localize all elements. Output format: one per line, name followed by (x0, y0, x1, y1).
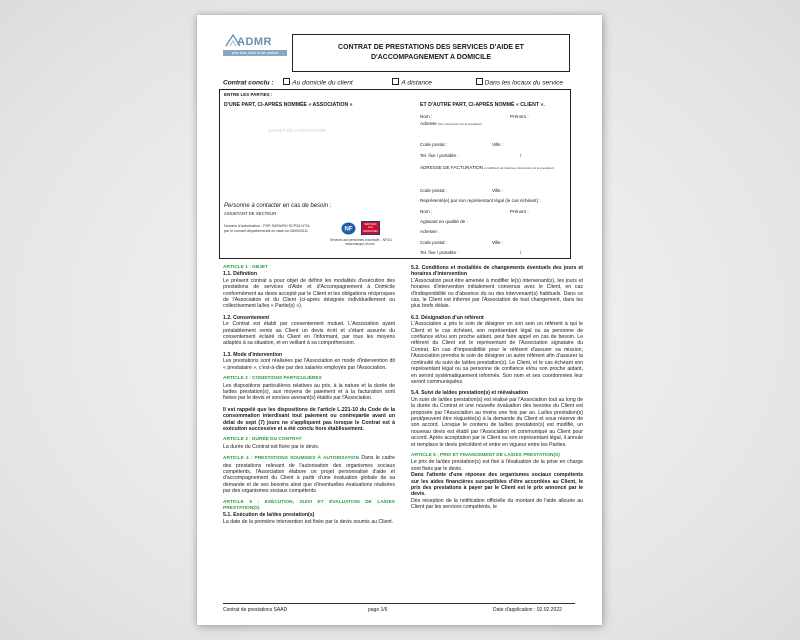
admr-logo (223, 33, 283, 59)
contract-title: CONTRAT DE PRESTATIONS DES SERVICES D'AIDE ET D'ACCOMPAGNEMENT A DOMICILE (292, 34, 570, 72)
section-1-2-title: 1.2. Consentement (223, 314, 270, 321)
client-address-text: Adresse (420, 121, 437, 126)
nf-certification-logo (341, 222, 356, 235)
services-quality-logo: SERVICES AUX PERSONNES (361, 221, 380, 235)
legal-notice: Il est rappelé que les dispositions de l'article L.221-10 du Code de la consommation interdisant tout paiement ou contrepartie avant un délai de sept (7) jours ne s'appliquent pas lorsque le Contrat est à exécution successive et a été conclu hors établissement. (223, 406, 395, 432)
authorization-info (224, 224, 310, 234)
page-footer (223, 603, 575, 613)
representative-quality-label: Agissant en qualité de : (420, 219, 468, 224)
section-5-1-title: 5.1. Exécution de la/des prestation(s) (223, 512, 315, 519)
option-distance: A distance (401, 79, 432, 87)
association-heading: D'UNE PART, CI-APRÈS NOMMÉE « ASSOCIATION » (224, 102, 353, 108)
checkbox-domicile[interactable] (283, 78, 290, 85)
billing-city-label: Ville : (492, 188, 504, 193)
footer-document-name: Contrat de prestations SAAD (223, 607, 288, 613)
logo-name: ADMR (237, 36, 272, 48)
representative-city-label: Ville : (492, 240, 504, 245)
section-1-3-text: Les prestations sont réalisées par l'Association en mode d'intervention dit « prestataire », c'est-à-dire par des salariés employés par l'Association. (223, 358, 395, 371)
section-1-1-title: 1.1. Définition (223, 271, 258, 278)
section-5-1-text: La date de la première intervention est fixée par le devis soumis au Client. (223, 518, 394, 525)
logo-slogan: pour tous, toute la vie, partout (223, 50, 287, 56)
client-address-note: (lieu d'exécution de la prestation) (438, 122, 483, 126)
option-locaux: Dans les locaux du service (484, 79, 564, 87)
section-1-3-title: 1.3. Mode d'intervention (223, 351, 283, 358)
contract-concluded-line (223, 78, 583, 87)
client-name-label: Nom : (420, 114, 433, 119)
checkbox-distance[interactable] (392, 78, 399, 85)
body-right-column (411, 265, 583, 511)
client-heading: ET D'AUTRE PART, CI-APRÈS NOMMÉ « CLIENT ». (420, 102, 545, 108)
client-phone-label: Tel. fixe / portable : (420, 153, 459, 158)
representative-firstname-label: Prénom : (510, 209, 529, 214)
representative-phone-label: Tel. fixe / portable : (420, 250, 459, 255)
article-6-bold-text: Dans l'attente d'une réponse des organismes sociaux compétents sur les aides financières susceptibles d'être accordées au Client, le prix des prestations à payer par le Client est le prix annoncé par le devis. (411, 472, 583, 498)
article-3-text: La durée du Contrat est fixée par le devis. (223, 443, 320, 450)
contact-person-role: ASSISTANT DE SECTEUR (224, 211, 277, 216)
article-2-text: Les dispositions particulières relatives au prix, à la nature et la durée de la/des prestation(s), aux moyens de paiement et à la facturation sont fixées par le devis et son/ses avenant(s) établis par l'Association. (223, 382, 395, 402)
article-2-title: ARTICLE 2 : CONDITIONS PARTICULIÈRES (223, 376, 322, 382)
section-1-1-text: Le présent contrat a pour objet de définir les modalités d'exécution des prestations de services d'Aide et d'Accompagnement à Domicile conformément au devis accepté par le Client et les obligations réciproques de l'Association et du Client (ci-après désignés individuellement ou collectivement la/les « Partie(s) »). (223, 277, 395, 310)
checkbox-locaux[interactable] (476, 78, 483, 85)
authorization-date: par le conseil départemental en date du 05/09/2011 (224, 229, 308, 233)
article-3-title: ARTICLE 3 : DURÉE DU CONTRAT (223, 437, 302, 443)
contract-concluded-label: Contrat conclu : (223, 79, 274, 87)
representative-postcode-label: Code postal : (420, 240, 448, 245)
nf-logo-text: NF (344, 226, 353, 233)
article-4-title: ARTICLE 4 : PRESTATIONS SOUMISES À AUTORISATION (223, 456, 360, 462)
footer-page-number: page 1/6 (368, 607, 388, 613)
article-6-text-continued: Dès réception de la notification officielle du montant de l'aide allouée au Client par les services compétents, le (411, 497, 583, 511)
article-6-text: Le prix de la/des prestation(s) est fixé à l'évaluation de la prise en charge sont fixés par le devis. (411, 459, 583, 472)
billing-postcode-label: Code postal : (420, 188, 448, 193)
article-4-text: Dans le cadre des prestations relevant de l'autorisation des organismes sociaux compétents, l'Association élabore un projet personnalisé d'aide et d'accompagnement du Client à partir d'une évaluation globale de sa demande et de ses besoins ainsi que d'éventuelles évaluations réalisées par des organismes sociaux compétents. (223, 455, 395, 495)
billing-address-text: ADRESSE DE FACTURATION (420, 165, 483, 170)
client-firstname-label: Prénom : (510, 114, 529, 119)
section-1-2-text: Le Contrat est établi par consentement mutuel. L'Association ayant préalablement remis au Client un devis écrit et s'étant assurée du consentement éclairé du Client en l'informant, par tous les moyens adaptés à sa situation, et en veillant à sa compréhension. (223, 321, 395, 347)
section-5-3-text: L'Association a pris le soin de désigner en son sein un référent à qui le Client et le cas échéant, son représentant légal ou sa personne de confiance et/ou son proche aidant, peut faire appel en cas de besoin. Le référent du Client est le représentant de l'Association signataire du Contrat. En cas d'impossibilité pour le référent d'assurer sa mission, l'Association prendra le soin de désigner un autre référent afin d'assurer la continuité du suivi de la/des prestation(s). Le Client, et le cas échéant son représentant légal ou sa personne de confiance et/ou son proche aidant, en seront systématiquement informés. Son nom et ses coordonnées leur seront communiquées. (411, 321, 583, 385)
representative-name-label: Nom : (420, 209, 433, 214)
representative-address-label: Adresse : (420, 229, 440, 234)
client-city-label: Ville : (492, 142, 504, 147)
article-6-title: ARTICLE 6 : PRIX ET FINANCEMENT DE LA/DES PRESTATION(S) (411, 452, 560, 458)
authorization-number: Numéro d'autorisation : PSP-SAPA/RH SCP26 N°26 (224, 224, 310, 228)
footer-application-date: Date d'application : 02.02.2022 (493, 607, 562, 613)
legal-representative-label: Représenté(e) par son représentant légal (le cas échéant) : (420, 198, 541, 203)
parties-box (219, 89, 571, 259)
representative-phone-separator: / (520, 250, 522, 255)
article-4-block (223, 455, 395, 494)
body-left-column (223, 265, 395, 530)
section-5-2-text: L'Association peut être amenée à modifier le(s) intervenant(s), les jours et horaires d'intervention initialement convenus avec le Client, en cas d'indisponibilité ou d'absence du ou des intervenant(s) habituels. Dans ce cas, le Client est informé par l'Association de tout changement, dans les plus brefs délais. (411, 277, 583, 310)
parties-label: ENTRE LES PARTIES : (224, 92, 273, 97)
association-stamp-placeholder: CACHET DE L'ASSOCIATION (268, 128, 327, 133)
client-phone-separator: / (520, 153, 522, 158)
billing-address-note: (si différent de l'adresse d'exécution de la prestation) (484, 166, 555, 170)
section-5-4-title: 5.4. Suivi de la/des prestation(s) et réévaluation (411, 390, 529, 397)
article-1-title: ARTICLE 1 : OBJET (223, 265, 269, 270)
article-5-title: ARTICLE 5 : EXÉCUTION, SUIVI ET ÉVALUATION DE LA/DES PRESTATION(S) (223, 499, 395, 511)
section-5-3-title: 6.3. Désignation d'un référent (411, 314, 484, 321)
section-5-4-text: Un suivi de la/des prestation(s) est réalisé par l'Association tout au long de la durée du Contrat et une nouvelle évaluation des besoins du Client est proposée par l'Association au moins une fois par an. La/les prestation(s) peut/peuvent être réajustée(s) à la demande du Client et sous réserve de son accord. Lorsque le contenu de la/des prestation(s) est modifié, un nouveau devis est établi par l'Association et communiqué au Client pour accord. Après acceptation par le Client ou son représentant légal, il annule et remplace le devis précédent et entre en vigueur entre les Parties. (411, 396, 583, 448)
client-postcode-label: Code postal : (420, 142, 448, 147)
section-5-2-title: 5.2. Conditions et modalités de changements éventuels des jours et horaires d'intervention (411, 265, 583, 278)
contract-page (197, 15, 602, 625)
nf-caption-url: www.marque-nf.com (345, 242, 375, 246)
billing-address-label (420, 165, 554, 170)
client-address-label (420, 121, 482, 126)
contact-person-label: Personne à contacter en cas de besoin : (224, 203, 332, 209)
nf-caption (330, 238, 393, 246)
option-domicile: Au domicile du client (292, 79, 353, 87)
nf-caption-service: Services aux personnes à domicile – NF311 (330, 238, 393, 242)
